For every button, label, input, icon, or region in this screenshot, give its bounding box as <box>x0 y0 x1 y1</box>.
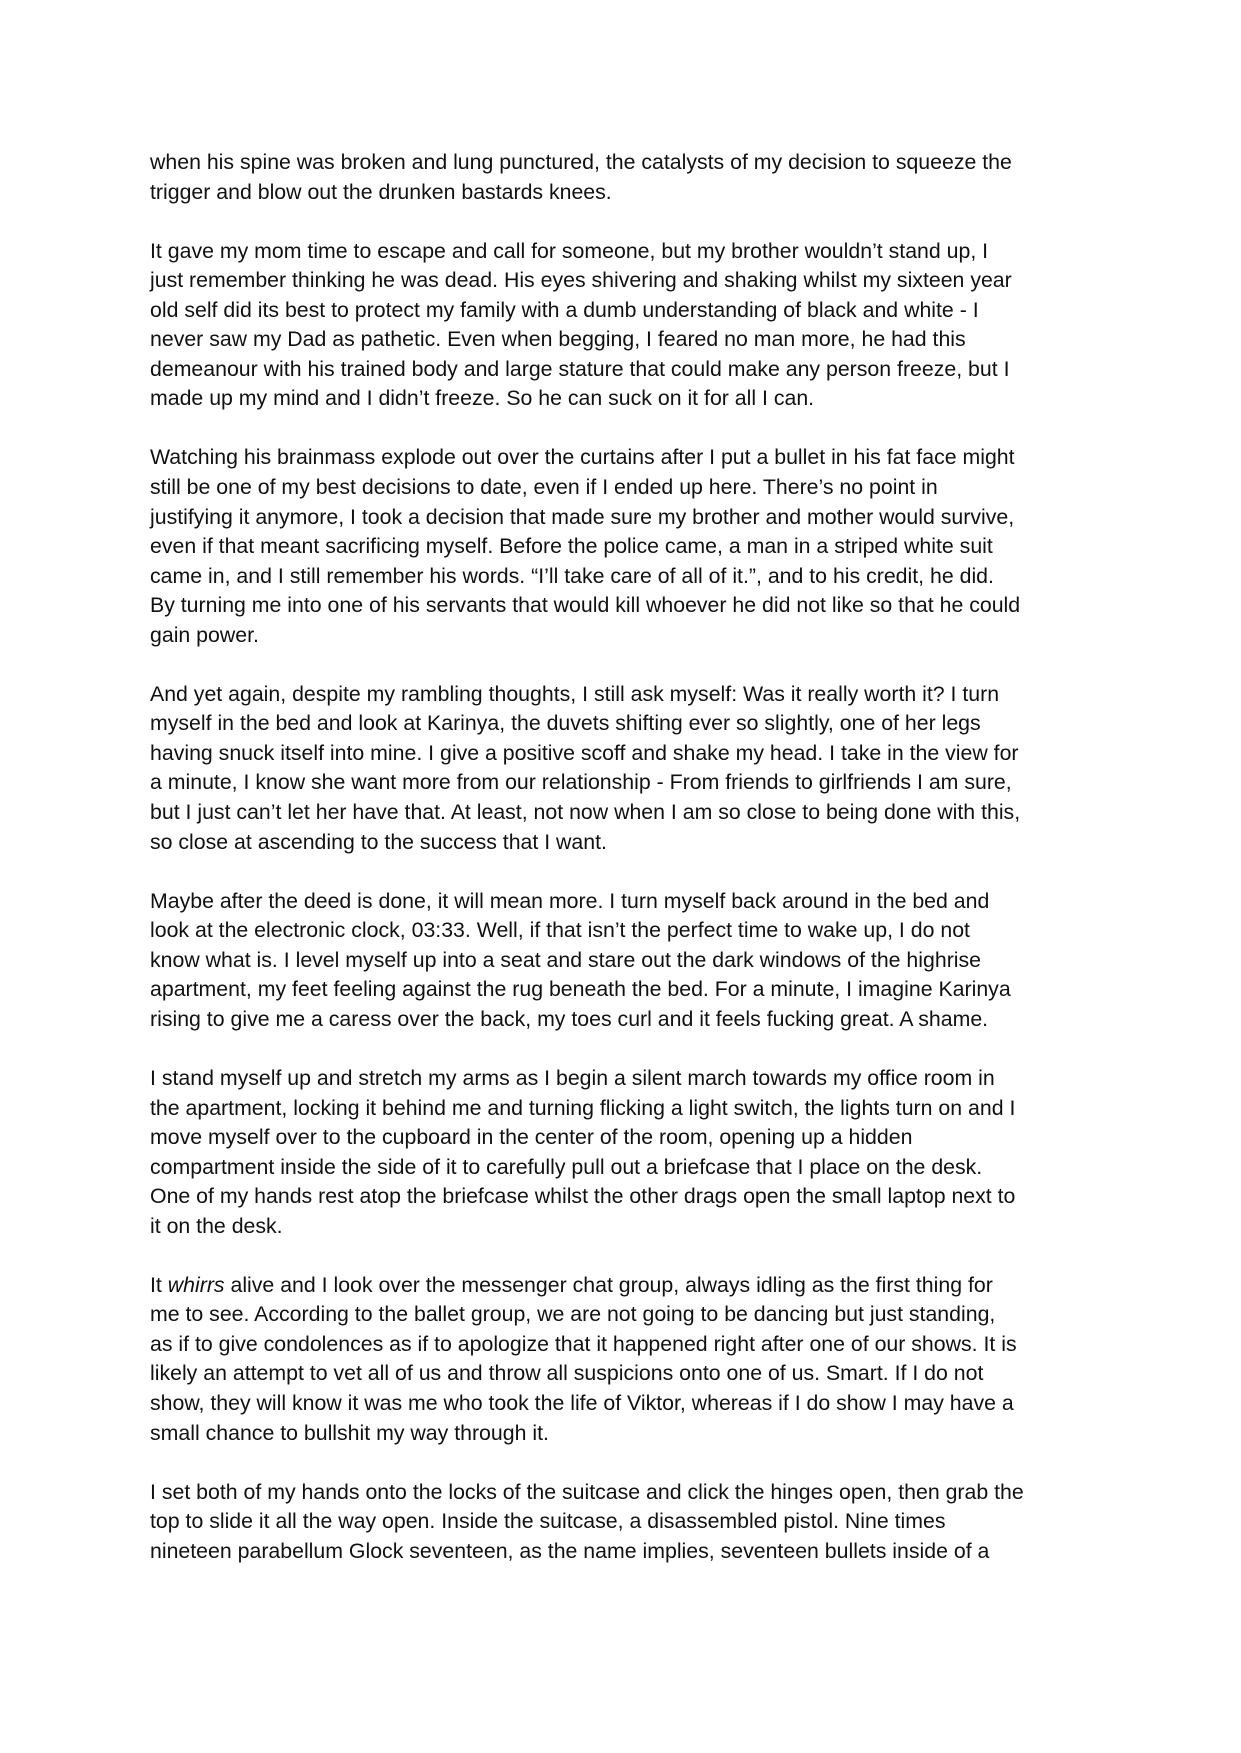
text-line: By turning me into one of his servants that would kill whoever he did not like so that he could <box>150 593 1021 618</box>
text-line: Maybe after the deed is done, it will mean more. I turn myself back around in the bed and <box>150 888 990 913</box>
text-line: trigger and blow out the drunken bastards knees. <box>150 179 612 204</box>
text-line: know what is. I level myself up into a seat and stare out the dark windows of the highrise <box>150 947 982 972</box>
text-line: never saw my Dad as pathetic. Even when begging, I feared no man more, he had this <box>150 327 966 352</box>
paragraph-3 <box>150 443 1110 650</box>
text-line: when his spine was broken and lung punctured, the catalysts of my decision to squeeze the <box>150 150 1012 174</box>
text-line-with-italic <box>150 1271 1110 1301</box>
document-body <box>150 148 1110 1596</box>
text-line: gain power. <box>150 622 259 647</box>
text-line: show, they will know it was me who took the life of Viktor, whereas if I do show I may have a <box>150 1390 1014 1415</box>
paragraph-1 <box>150 148 1110 207</box>
text-line: small chance to bullshit my way through it. <box>150 1420 549 1445</box>
text-line: justifying it anymore, I took a decision that made sure my brother and mother would survive, <box>150 504 1015 529</box>
paragraph-6 <box>150 1064 1110 1241</box>
text-line: move myself over to the cupboard in the center of the room, opening up a hidden <box>150 1125 913 1150</box>
text-line: made up my mind and I didn’t freeze. So he can suck on it for all I can. <box>150 386 815 411</box>
text-run: alive and I look over the messenger chat group, always idling as the first thing for <box>224 1272 993 1297</box>
text-line: nineteen parabellum Glock seventeen, as the name implies, seventeen bullets inside of a <box>150 1538 990 1563</box>
text-line: the apartment, locking it behind me and turning flicking a light switch, the lights turn on and I <box>150 1095 1016 1120</box>
text-line: And yet again, despite my rambling thoughts, I still ask myself: Was it really worth it? I turn <box>150 681 1000 706</box>
text-line: look at the electronic clock, 03:33. Well, if that isn’t the perfect time to wake up, I do not <box>150 918 970 943</box>
text-line: as if to give condolences as if to apologize that it happened right after one of our shows. It is <box>150 1331 1017 1356</box>
text-line: compartment inside the side of it to carefully pull out a briefcase that I place on the desk. <box>150 1154 983 1179</box>
text-line: One of my hands rest atop the briefcase whilst the other drags open the small laptop next to <box>150 1184 1016 1209</box>
text-line: a minute, I know she want more from our relationship - From friends to girlfriends I am sure, <box>150 770 1012 795</box>
paragraph-4 <box>150 680 1110 857</box>
text-line: it on the desk. <box>150 1213 283 1238</box>
text-line: top to slide it all the way open. Inside the suitcase, a disassembled pistol. Nine times <box>150 1509 946 1534</box>
text-line: so close at ascending to the success that I want. <box>150 829 607 854</box>
text-line: apartment, my feet feeling against the rug beneath the bed. For a minute, I imagine Karinya <box>150 977 1011 1002</box>
text-line: old self did its best to protect my family with a dumb understanding of black and white - I <box>150 297 979 322</box>
text-line: me to see. According to the ballet group, we are not going to be dancing but just standing, <box>150 1302 996 1327</box>
text-line: still be one of my best decisions to date, even if I ended up here. There’s no point in <box>150 475 938 500</box>
paragraph-8 <box>150 1478 1110 1567</box>
text-line: myself in the bed and look at Karinya, the duvets shifting ever so slightly, one of her legs <box>150 711 981 736</box>
text-line: rising to give me a caress over the back, my toes curl and it feels fucking great. A shame. <box>150 1006 989 1031</box>
text-run: It <box>150 1272 168 1297</box>
text-line: likely an attempt to vet all of us and throw all suspicions onto one of us. Smart. If I do not <box>150 1361 984 1386</box>
paragraph-7 <box>150 1271 1110 1448</box>
italic-word: whirrs <box>167 1272 225 1297</box>
text-line: came in, and I still remember his words. “I’ll take care of all of it.”, and to his credit, he did. <box>150 563 994 588</box>
text-line: but I just can’t let her have that. At least, not now when I am so close to being done with this, <box>150 800 1021 825</box>
paragraph-2 <box>150 237 1110 414</box>
text-line: even if that meant sacrificing myself. Before the police came, a man in a striped white suit <box>150 534 993 559</box>
text-line: It gave my mom time to escape and call for someone, but my brother wouldn’t stand up, I <box>150 238 989 263</box>
text-line: having snuck itself into mine. I give a positive scoff and shake my head. I take in the view for <box>150 740 1019 765</box>
text-line: Watching his brainmass explode out over the curtains after I put a bullet in his fat face might <box>150 445 1015 470</box>
text-line: I stand myself up and stretch my arms as I begin a silent march towards my office room in <box>150 1065 995 1090</box>
text-line: demeanour with his trained body and large stature that could make any person freeze, but I <box>150 356 1010 381</box>
paragraph-5 <box>150 887 1110 1035</box>
text-line: just remember thinking he was dead. His eyes shivering and shaking whilst my sixteen year <box>150 268 1012 293</box>
text-line: I set both of my hands onto the locks of the suitcase and click the hinges open, then grab the <box>150 1479 1024 1504</box>
